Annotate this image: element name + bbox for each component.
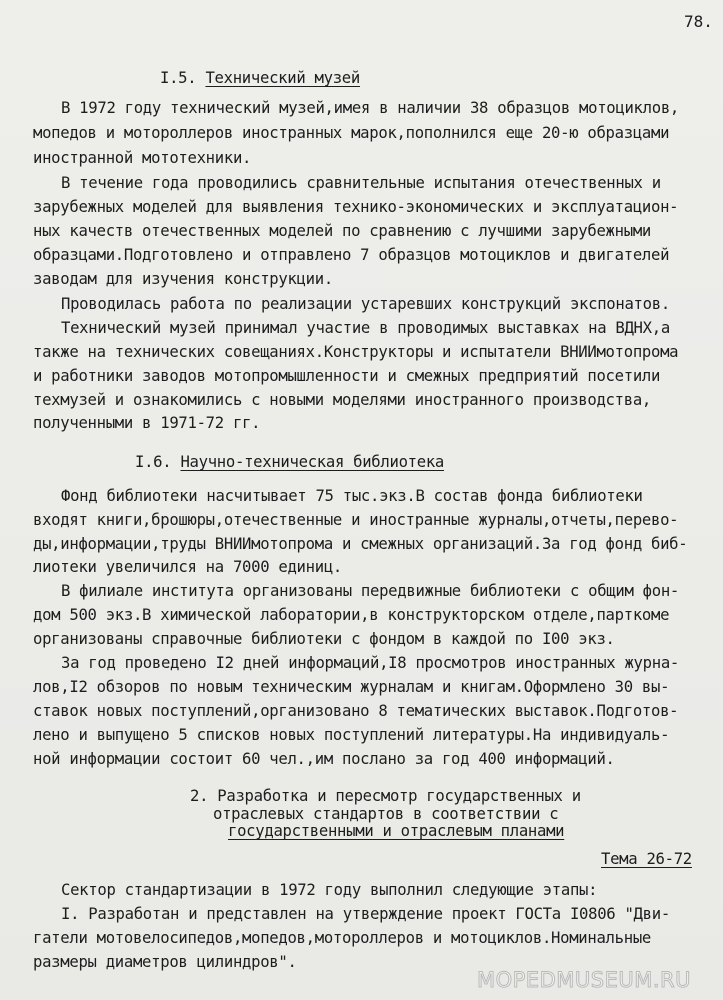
text-line: заводам для изучения конструкции.: [33, 270, 333, 288]
heading-number: I.6.: [135, 453, 181, 471]
text-line: иностранной мототехники.: [33, 149, 252, 167]
text-line: образцами.Подготовлено и отправлено 7 образцов мотоциклов и двигателей: [33, 246, 670, 264]
text-line: I. Разработан и представлен на утверждение проект ГОСТа I0806 "Дви-: [61, 905, 670, 923]
text-line: дом 500 экз.В химической лаборатории,в конструкторском отделе,парткоме: [33, 606, 670, 624]
text-line: Технический музей принимал участие в проводимых выставках на ВДНХ,а: [61, 319, 670, 337]
text-line: ставок новых поступлений,организовано 8 тематических выставок.Подготов-: [33, 702, 679, 720]
text-line: ной информации состоит 60 чел.,им послано за год 400 информаций.: [33, 750, 615, 768]
text-line: техмузей и ознакомились с новыми моделями иностранного производства,: [33, 391, 652, 409]
theme-label: Тема 26-72: [601, 850, 692, 868]
text-line: Сектор стандартизации в 1972 году выполнил следующие этапы:: [61, 881, 598, 899]
text-line: и работники заводов мотопромышленности и смежных предприятий посетили: [33, 367, 661, 385]
page-number: 78.: [684, 12, 713, 31]
text-line: мопедов и мотороллеров иностранных марок,пополнился еще 20-ю образцами: [33, 124, 670, 142]
heading-section-2: 2. Разработка и пересмотр государственных и: [190, 787, 581, 805]
text-line: зарубежных моделей для выявления технико-экономических и эксплуатацион-: [33, 198, 679, 216]
heading-section-1-6: [135, 452, 444, 472]
text-line: лено и выпущено 5 списков новых поступлений литературы.На индивидуаль-: [33, 726, 670, 744]
text-line: гатели мотовелосипедов,мопедов,мотороллеров и мотоциклов.Номинальные: [33, 929, 652, 947]
text-line: размеры диаметров цилиндров".: [33, 953, 297, 971]
text-line: полученными в 1971-72 гг.: [33, 414, 261, 432]
text-line: Фонд библиотеки насчитывает 75 тыс.экз.В состав фонда библиотеки: [61, 487, 643, 505]
text-line: лиотеки увеличился на 7000 единиц.: [33, 558, 343, 576]
text-line: В филиале института организованы передвижные библиотеки с общим фон-: [61, 582, 680, 600]
text-line: организованы справочные библиотеки с фондом в каждой по I00 экз.: [33, 630, 615, 648]
heading-section-2-line-2: отраслевых стандартов в соответствии с: [213, 805, 559, 823]
text-line: За год проведено I2 дней информаций,I8 просмотров иностранных журна-: [61, 654, 680, 672]
text-line: входят книги,брошюры,отечественные и иностранные журналы,отчеты,перево-: [33, 511, 679, 529]
heading-section-2-line-3: государственными и отраслевым планами: [228, 822, 565, 840]
text-line: Проводилась работа по реализации устаревших конструкций экспонатов.: [61, 295, 670, 313]
text-line: также на технических совещаниях.Конструкторы и испытатели ВНИИмотопрома: [33, 343, 679, 361]
heading-title: Технический музей: [205, 69, 360, 87]
text-line: лов,I2 обзоров по новым техническим журналам и книгам.Оформлено 30 вы-: [33, 678, 670, 696]
text-line: ды,информации,труды ВНИИмотопрома и смежных организаций.За год фонд биб-: [33, 535, 688, 553]
heading-title: Научно-техническая библиотека: [180, 453, 445, 471]
text-line: В 1972 году технический музей,имея в наличии 38 образцов мотоциклов,: [61, 99, 680, 117]
heading-number: I.5.: [160, 69, 206, 87]
text-line: ных качеств отечественных моделей по сравнению с лучшими зарубежными: [33, 222, 652, 240]
watermark: MOPEDMUSEUM.RU: [477, 968, 691, 992]
text-line: В течение года проводились сравнительные испытания отечественных и: [61, 174, 661, 192]
heading-section-1-5: [160, 68, 360, 88]
